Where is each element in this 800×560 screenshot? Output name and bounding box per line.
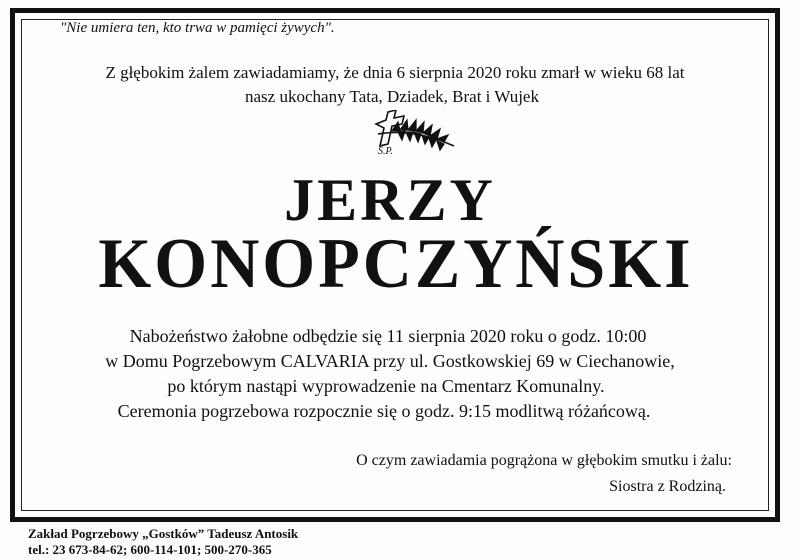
announcement-line-3: po którym nastąpi wyprowadzenie na Cmentarz Komunalny. — [167, 376, 605, 396]
announcement-line-1: Nabożeństwo żałobne odbędzie się 11 sierpnia 2020 roku o godz. 10:00 — [129, 326, 647, 346]
announcement-line-2: w Domu Pogrzebowym CALVARIA przy ul. Gostkowskiej 69 w Ciechanowie, — [105, 351, 675, 371]
closing-line-1: O czym zawiadamia pogrążona w głębokim smutku i żalu: — [356, 452, 732, 469]
funeral-home-name: Zakład Pogrzebowy „Gostków” Tadeusz Antosik — [28, 526, 299, 541]
deceased-first-name: JERZY — [284, 167, 496, 233]
closing-signature: Siostra z Rodziną. — [609, 478, 726, 495]
deceased-last-name: KONOPCZYŃSKI — [98, 223, 694, 303]
announcement-line-4: Ceremonia pogrzebowa rozpocznie się o godz. 9:15 modlitwą różańcową. — [117, 401, 651, 421]
funeral-home-phones: tel.: 23 673-84-62; 600-114-101; 500-270-365 — [28, 542, 272, 557]
intro-line-1: Z głębokim żalem zawiadamiamy, że dnia 6 sierpnia 2020 roku zmarł w wieku 68 lat — [105, 63, 685, 82]
cross-with-palm-branch-icon — [358, 110, 462, 162]
emblem-caption: Ś.P. — [378, 146, 393, 157]
intro-line-2: nasz ukochany Tata, Dziadek, Brat i Wujek — [245, 87, 539, 106]
memorial-quote: "Nie umiera ten, kto trwa w pamięci żywych". — [60, 20, 335, 36]
